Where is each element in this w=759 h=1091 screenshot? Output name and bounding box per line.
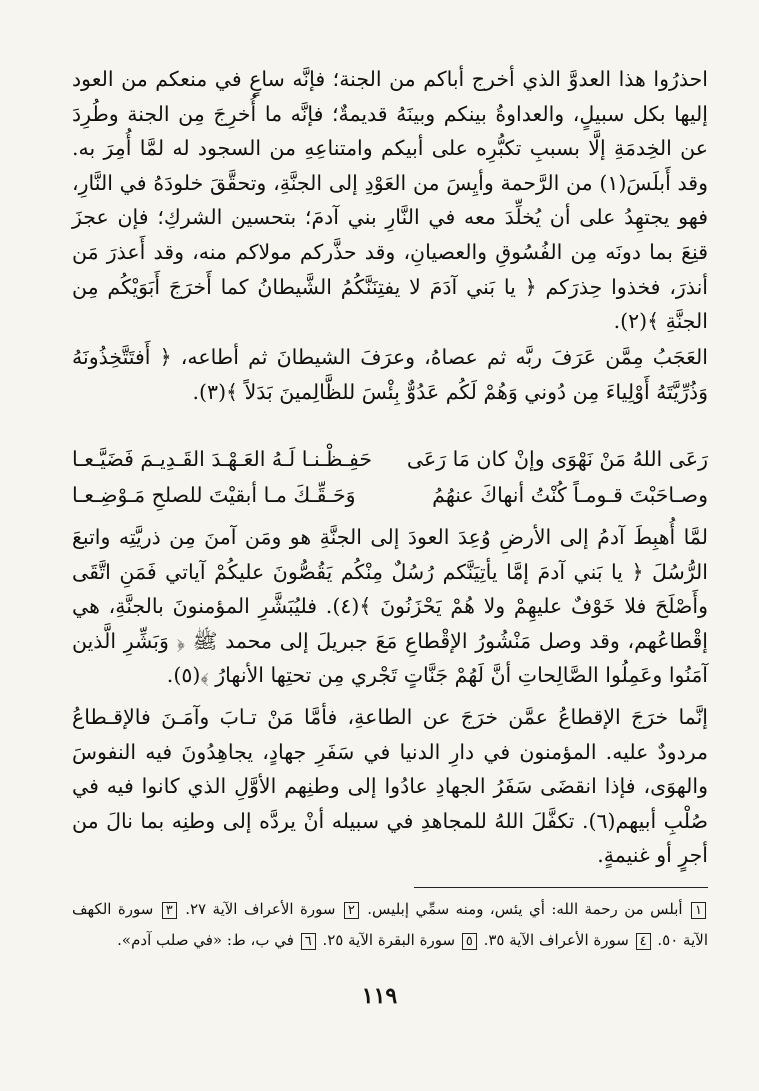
poem-second-hemistich: حَفِـظْـنـا لَـهُ العَـهْـدَ القَـدِيـمَ فَضَيَّـعـا xyxy=(71,447,372,471)
footnote-marker: ٢ xyxy=(344,902,359,919)
footnote-marker: ٥ xyxy=(462,933,477,950)
footnote-text: سورة البقرة الآية ٢٥. xyxy=(322,931,456,949)
footnote-marker: ٤ xyxy=(636,933,651,950)
paragraph-1: احذرُوا هذا العدوَّ الذي أخرج أباكم من الجنة؛ فإنَّه ساعٍ في منعكم من العود إليها بكل سبيلٍ، والعداوةُ بينكم وبينَهُ قديمةٌ؛ فإنَّه ما أُخرِجَ مِن الجنة وطُرِدَ عن الخِدمَةِ إلَّا بسببِ تكبُّرِه على أبيكم وامتناعِهِ من السجود له لمَّا أُمِرَ به. وقد أَبلَسَ(١) من الرَّحمة وأيِسَ من العَوْدِ إلى الجنَّةِ، وتحقَّقَ خلودَهُ في النَّارِ، فهو يجتهِدُ على أن يُخلِّدَ معه في النَّارِ بني آدمَ؛ بتحسين الشركِ؛ فإن عجزَ قنِعَ بما دونَه مِن الفُسُوقِ والعصيانِ، وقد حذَّركم مولاكم منه، وقد أَعذرَ مَن أنذرَ، فخذوا حِذرَكم ﴿ يا بَني آدَمَ لا يفتِنَنَّكُمُ الشَّيطانُ كما أَخرَجَ أَبَوَيْكُم مِن الجنَّةِ ﴾(٢). xyxy=(72,67,708,334)
paragraph-3: لمَّا أُهبِطَ آدمُ إلى الأرضِ وُعِدَ العودَ إلى الجنَّةِ هو ومَن آمنَ مِن ذريَّتِه واتبعَ الرُّسُلَ ﴿ يا بَني آدمَ إمَّا يأتِيَنَّكم رُسُلٌ مِنْكُم يَقُصُّونَ عليكُمْ آياتي فَمَنِ اتَّقَى وأَصْلَحَ فلا خَوْفٌ عليهِمْ ولا هُمْ يَحْزَنُونَ ﴾(٤). فليُبَشَّرِ المؤمنونَ بالجنَّةِ، هي إقْطاعُهم، وقد وصل مَنْشُورُ الإقْطاعِ مَعَ جبريلَ إلى محمد ﷺ ﴿ وَبَشِّرِ الَّذين آمَنُوا وعَمِلُوا الصَّالِحاتِ أنَّ لَهُمْ جَنَّاتٍ تَجْري مِن تحتِها الأنهارُ ﴾(٥). xyxy=(72,525,708,688)
paragraph-4: إنَّما خرَجَ الإقطاعُ عمَّن خرَجَ عن الطاعةِ، فأمَّا مَنْ تـابَ وآمَـنَ فالإقـطاعُ مردودٌ عليه. المؤمنون في دارِ الدنيا في سَفَرِ جهادٍ، يجاهِدُونَ فيه النفوسَ والهوَى، فإذا انقضَى سَفَرُ الجهادِ عادُوا إلى وطنِهم الأوَّلِ الذي كانوا فيه في صُلْبِ أبيهم(٦). تكفَّلَ اللهُ للمجاهدِ في سبيله أنْ يردَّه إلى وطنِه بما نالَ من أجرٍ أو غنيمةٍ. xyxy=(72,705,708,868)
poem xyxy=(72,441,708,513)
page-number: ١١٩ xyxy=(361,983,398,1009)
footnote-text: في ب، ط: «في صلب آدم». xyxy=(117,931,294,949)
poem-verse xyxy=(72,477,708,513)
footnote-text: سورة الأعراف الآية ٢٧. xyxy=(185,900,336,918)
footnote-text: سورة الكهف الآية ٥٠. xyxy=(72,900,708,949)
footnote-text: سورة الأعراف الآية ٣٥. xyxy=(483,931,629,949)
body-text xyxy=(72,520,708,693)
footnote-marker: ٦ xyxy=(301,933,316,950)
poem-first-hemistich: رَعَى اللهُ مَنْ نَهْوَى وإنْ كان مَا رَعَى xyxy=(406,447,708,471)
paragraph-2: العَجَبُ مِمَّن عَرَفَ ربَّه ثم عصاهُ، وعرَفَ الشيطانَ ثم أطاعه، ﴿ أَفتَتَّخِذُونَهُ وَذُرِّيَّتَهُ أَوْلِياءَ مِن دُوني وَهُمْ لَكُم عَدُوٌّ بِئْسَ للظَّالِمينَ بَدَلاً ﴾(٣). xyxy=(72,345,708,404)
poem-second-hemistich: وَحَـقِّـكَ مـا أبقيْتَ للصلحِ مَـوْضِـعـا xyxy=(72,483,356,507)
poem-verse xyxy=(72,441,708,477)
footnotes xyxy=(72,894,708,956)
footnote-divider xyxy=(414,887,708,888)
body-text xyxy=(72,62,708,339)
footnote-text: أبلس من رحمة الله: أي يئس، ومنه سمِّي إبليس. xyxy=(367,900,683,918)
body-text xyxy=(72,700,708,873)
footnote-marker: ١ xyxy=(691,902,706,919)
poem-first-hemistich: وصـاحَبْتَ قـومـاً كُنْتُ أنهاكَ عنهُمُ xyxy=(432,483,708,507)
body-text xyxy=(72,340,708,409)
footnote-marker: ٣ xyxy=(162,902,177,919)
